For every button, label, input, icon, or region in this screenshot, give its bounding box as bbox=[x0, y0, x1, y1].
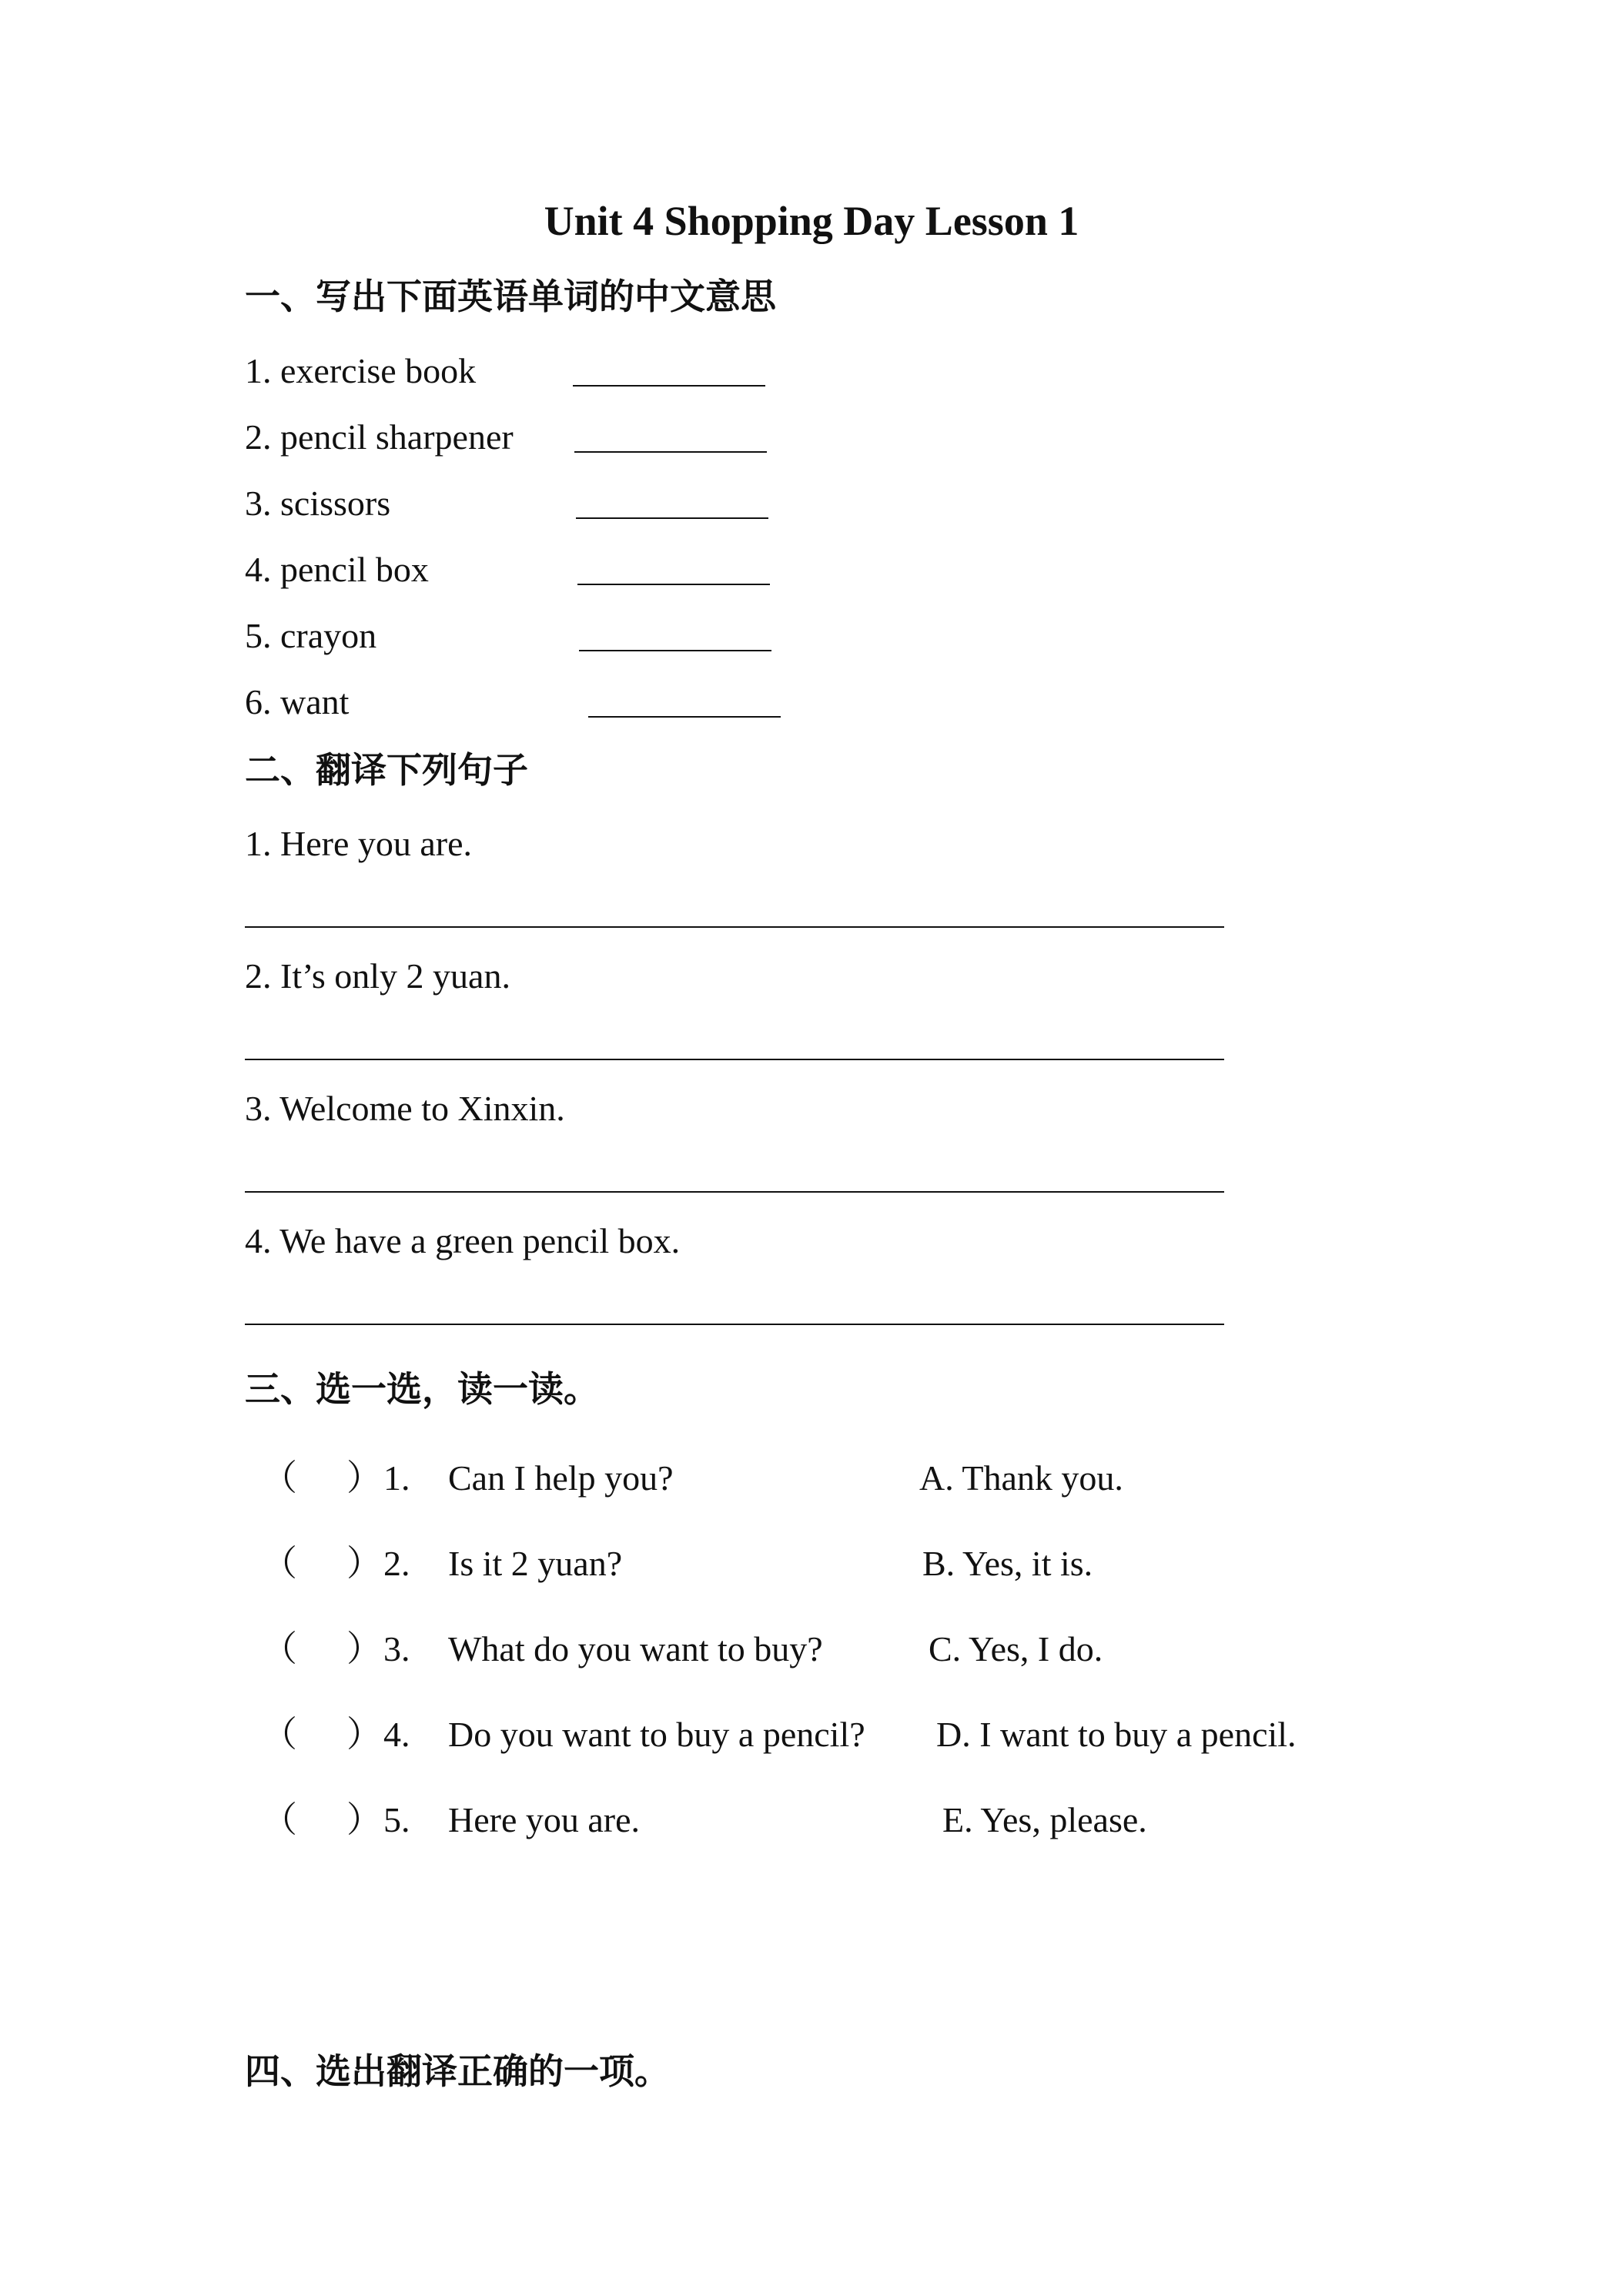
answer-paren-close: ） bbox=[346, 1458, 382, 1498]
vocab-answer-blank[interactable] bbox=[574, 451, 767, 453]
matching-item bbox=[262, 1796, 1370, 1845]
section-4-heading: 四、选出翻译正确的一项。 bbox=[245, 2050, 670, 2092]
translation-answer-line[interactable] bbox=[245, 1191, 1224, 1193]
translation-sentence: 2. It’s only 2 yuan. bbox=[245, 956, 510, 996]
answer-paren-open[interactable]: （ bbox=[262, 1800, 297, 1839]
vocab-word: 2. pencil sharpener bbox=[245, 417, 514, 457]
matching-option: B. Yes, it is. bbox=[922, 1544, 1093, 1583]
vocab-answer-blank[interactable] bbox=[577, 584, 770, 585]
translation-sentence: 4. We have a green pencil box. bbox=[245, 1221, 681, 1260]
answer-paren-close: ） bbox=[346, 1544, 382, 1583]
matching-item bbox=[262, 1625, 1370, 1674]
section-2-heading: 二、翻译下列句子 bbox=[245, 749, 528, 791]
matching-option: D. I want to buy a pencil. bbox=[936, 1715, 1297, 1754]
vocab-answer-blank[interactable] bbox=[573, 385, 765, 387]
translation-answer-line[interactable] bbox=[245, 1059, 1224, 1060]
answer-paren-open[interactable]: （ bbox=[262, 1715, 297, 1754]
section-1-heading: 一、写出下面英语单词的中文意思 bbox=[245, 276, 776, 317]
translation-answer-line[interactable] bbox=[245, 926, 1224, 928]
matching-option: A. Thank you. bbox=[919, 1458, 1123, 1498]
vocab-word: 5. crayon bbox=[245, 616, 377, 655]
section-3-heading: 三、选一选，读一读。 bbox=[245, 1368, 599, 1410]
matching-item bbox=[262, 1454, 1370, 1503]
vocab-answer-blank[interactable] bbox=[579, 650, 771, 651]
question-number: 5. bbox=[383, 1800, 410, 1839]
translation-sentence: 1. Here you are. bbox=[245, 824, 473, 863]
question-number: 4. bbox=[383, 1715, 410, 1754]
matching-question: What do you want to buy? bbox=[448, 1629, 823, 1668]
vocab-word: 4. pencil box bbox=[245, 550, 429, 589]
matching-option: E. Yes, please. bbox=[942, 1800, 1147, 1839]
answer-paren-open[interactable]: （ bbox=[262, 1544, 297, 1583]
vocab-word: 6. want bbox=[245, 682, 350, 721]
answer-paren-close: ） bbox=[346, 1715, 382, 1754]
answer-paren-open[interactable]: （ bbox=[262, 1629, 297, 1668]
question-number: 2. bbox=[383, 1544, 410, 1583]
matching-question: Can I help you? bbox=[448, 1458, 674, 1498]
vocab-word: 1. exercise book bbox=[245, 351, 477, 390]
translation-sentence: 3. Welcome to Xinxin. bbox=[245, 1089, 565, 1128]
translation-answer-line[interactable] bbox=[245, 1324, 1224, 1325]
page-title: Unit 4 Shopping Day Lesson 1 bbox=[544, 198, 1079, 244]
matching-item bbox=[262, 1710, 1370, 1759]
vocab-answer-blank[interactable] bbox=[576, 517, 768, 519]
answer-paren-open[interactable]: （ bbox=[262, 1458, 297, 1498]
matching-question: Here you are. bbox=[448, 1800, 641, 1839]
answer-paren-close: ） bbox=[346, 1629, 382, 1668]
matching-question: Is it 2 yuan? bbox=[448, 1544, 623, 1583]
vocab-answer-blank[interactable] bbox=[588, 716, 781, 718]
matching-option: C. Yes, I do. bbox=[929, 1629, 1103, 1668]
matching-question: Do you want to buy a pencil? bbox=[448, 1715, 865, 1754]
question-number: 1. bbox=[383, 1458, 410, 1498]
answer-paren-close: ） bbox=[346, 1800, 382, 1839]
question-number: 3. bbox=[383, 1629, 410, 1668]
vocab-word: 3. scissors bbox=[245, 484, 391, 523]
matching-item bbox=[262, 1539, 1370, 1588]
